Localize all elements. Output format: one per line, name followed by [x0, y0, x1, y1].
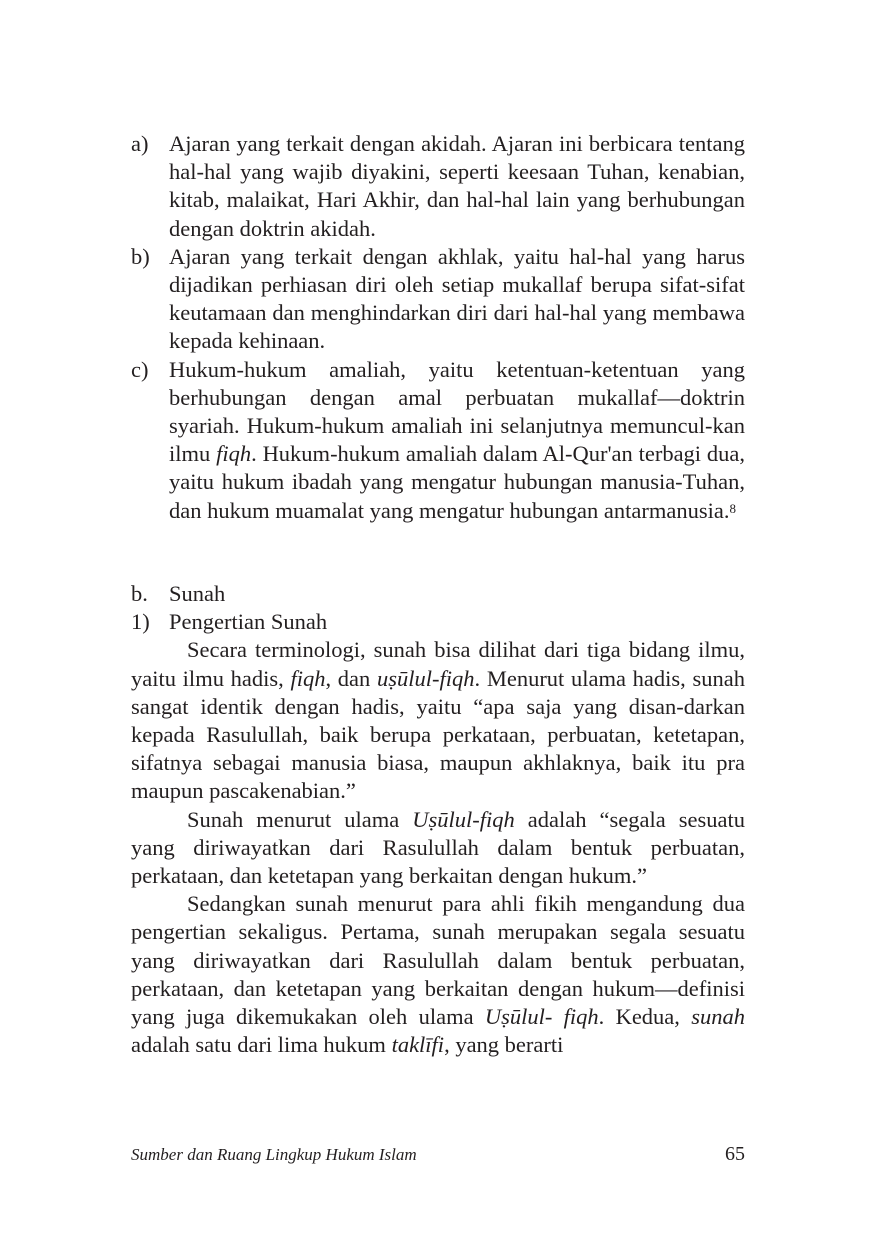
section-marker: b. [131, 581, 148, 606]
page-number: 65 [725, 1143, 745, 1165]
list-marker: b) [131, 243, 150, 269]
paragraph-fikih: Sedangkan sunah menurut para ahli fikih mengandung dua pengertian sekaligus. Pertama, sunah merupakan segala sesuatu yang diriwayatkan dari Rasulullah dalam bentuk perbuatan, perkataan, dan ketetapan yang berkaitan dengan hukum—definisi yang juga dikemukakan oleh ulama Uṣūlul- fiqh. Kedua, sunah adalah satu dari lima hukum taklīfi, yang berarti [131, 891, 745, 1058]
italic-term: fiqh [216, 441, 252, 467]
paragraph-terminologi: Secara terminologi, sunah bisa dilihat dari tiga bidang ilmu, yaitu ilmu hadis, fiqh, dan uṣūlul-fiqh. Menurut ulama hadis, sunah sangat identik dengan hadis, yaitu “apa saja yang disan-darkan kepada Rasulullah, baik berupa perkataan, perbuatan, ketetapan, sifatnya sebagai manusia biasa, maupun akhlaknya, baik itu pra maupun pascakenabian.” [131, 637, 745, 804]
list-marker: c) [131, 356, 149, 382]
section-title: Sunah [169, 581, 226, 606]
paragraph-usulul-fiqh: Sunah menurut ulama Uṣūlul-fiqh adalah “segala sesuatu yang diriwayatkan dari Rasulullah dalam bentuk perbuatan, perkataan, dan ketetapan yang berkaitan dengan hukum.” [131, 806, 745, 889]
list-item [131, 243, 745, 356]
subsection-heading [131, 608, 745, 636]
list-item [131, 130, 745, 243]
list-item [131, 356, 745, 525]
subsection-title: Pengertian Sunah [169, 609, 328, 635]
list-marker: a) [131, 131, 149, 156]
list-item-text: Hukum-hukum amaliah, yaitu ketentuan-ketentuan yang berhubungan dengan amal perbuatan mukallaf—doktrin syariah. Hukum-hukum amaliah ini selanjutnya memuncul-kan ilmu fiqh. Hukum-hukum amaliah dalam Al-Qur'an terbagi dua, yaitu hukum ibadah yang mengatur hubungan manusia-Tuhan, dan hukum muamalat yang mengatur hubungan antarmanusia.$^8$ [169, 356, 745, 523]
footnote-ref[interactable]: 8 [729, 500, 736, 516]
list-item-text: Ajaran yang terkait dengan akhlak, yaitu hal-hal yang harus dijadikan perhiasan diri oleh setiap mukallaf berupa sifat-sifat keutamaan dan menghindarkan diri dari hal-hal yang membawa kepada kehinaan. [169, 243, 745, 354]
section-heading [131, 580, 745, 608]
running-footer-title: Sumber dan Ruang Lingkup Hukum Islam [131, 1145, 417, 1164]
ajaran-list [131, 130, 745, 525]
subsection-marker: 1) [131, 609, 150, 635]
list-item-text: Ajaran yang terkait dengan akidah. Ajaran ini berbicara tentang hal-hal yang wajib diyakini, seperti keesaan Tuhan, kenabian, kitab, malaikat, Hari Akhir, dan hal-hal lain yang berhubungan dengan doktrin akidah. [169, 131, 745, 241]
sunah-section [131, 580, 745, 1059]
